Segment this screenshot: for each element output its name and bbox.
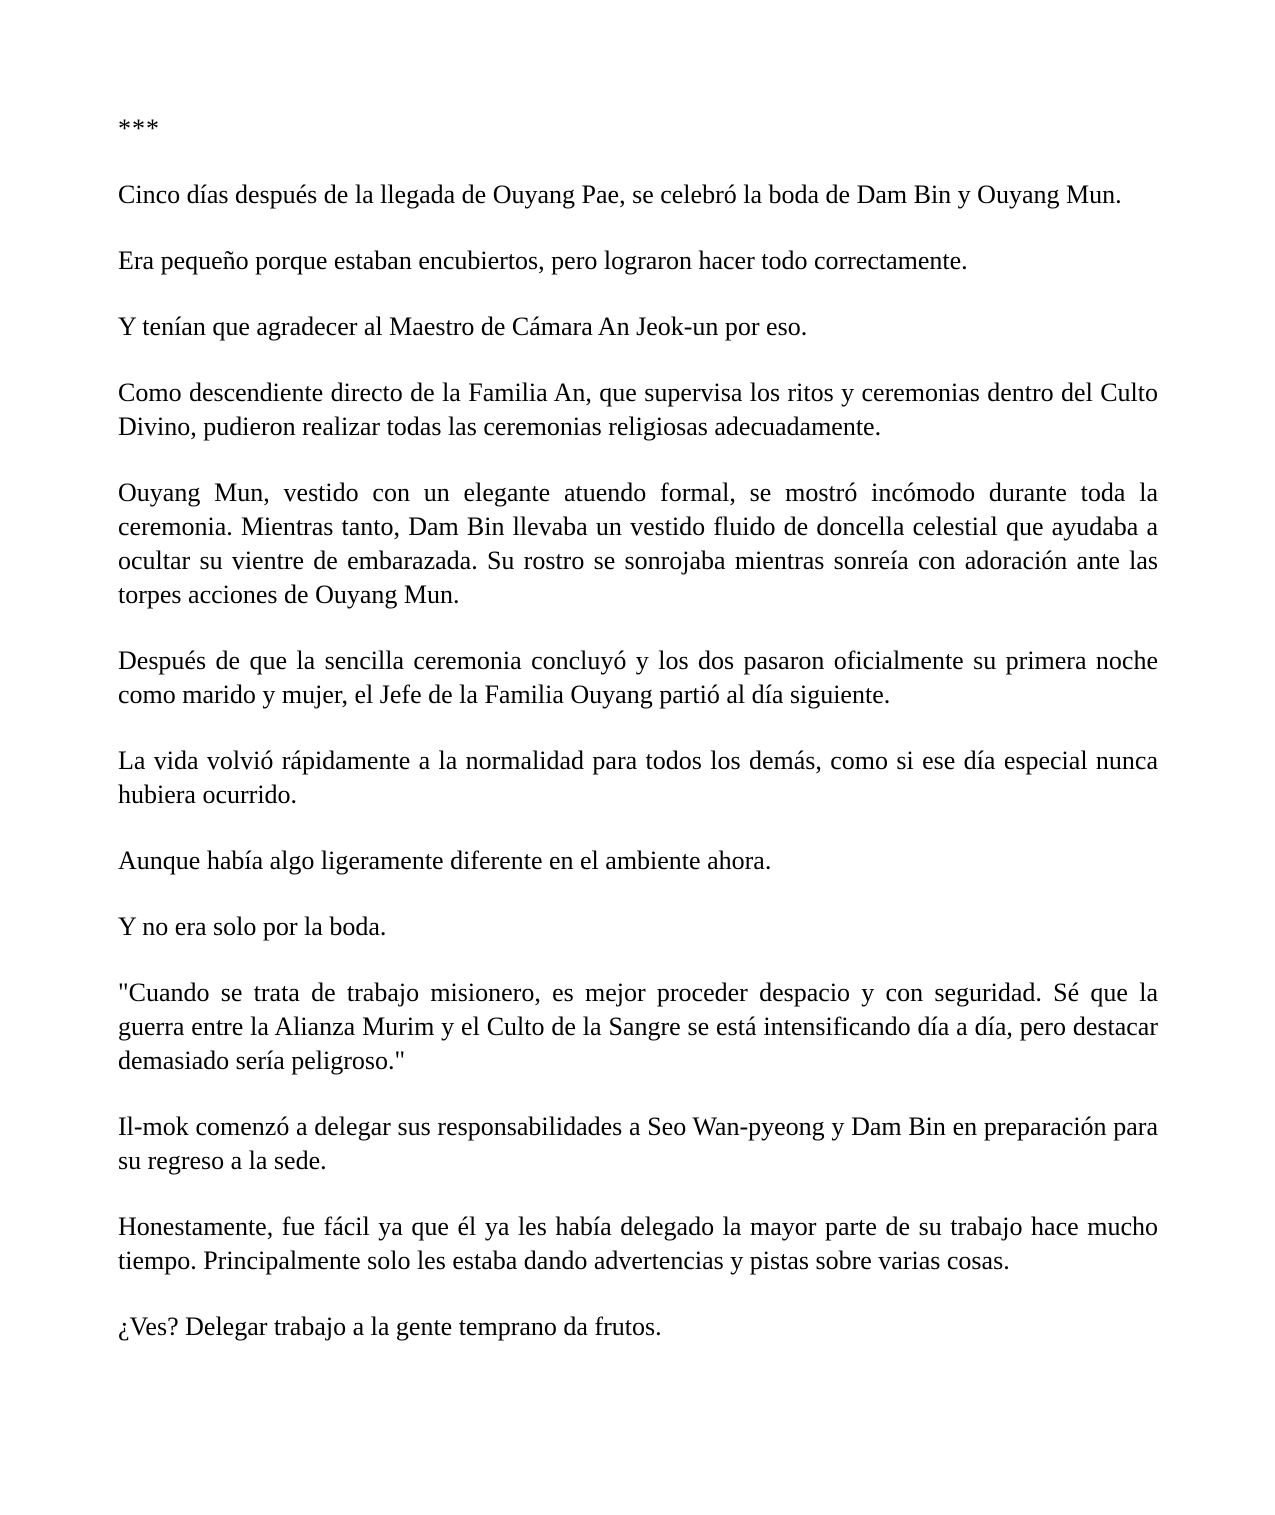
paragraph: Il-mok comenzó a delegar sus responsabilidades a Seo Wan-pyeong y Dam Bin en preparación para su regreso a la sede.	[118, 1112, 1158, 1175]
paragraph: Era pequeño porque estaban encubiertos, pero lograron hacer todo correctamente.	[118, 246, 968, 275]
paragraph: "Cuando se trata de trabajo misionero, es mejor proceder despacio y con seguridad. Sé que la guerra entre la Alianza Murim y el Culto de la Sangre se está intensificando día a día, pero destacar demasiado sería peligroso."	[118, 978, 1158, 1075]
paragraph: Y no era solo por la boda.	[118, 912, 387, 941]
paragraph: ¿Ves? Delegar trabajo a la gente temprano da frutos.	[118, 1312, 662, 1341]
section-separator: ***	[118, 114, 160, 143]
paragraph: Y tenían que agradecer al Maestro de Cámara An Jeok-un por eso.	[118, 312, 808, 341]
document-page	[118, 112, 1158, 1376]
paragraph: La vida volvió rápidamente a la normalidad para todos los demás, como si ese día especial nunca hubiera ocurrido.	[118, 746, 1158, 809]
paragraph: Como descendiente directo de la Familia An, que supervisa los ritos y ceremonias dentro del Culto Divino, pudieron realizar todas las ceremonias religiosas adecuadamente.	[118, 378, 1158, 441]
paragraph: Ouyang Mun, vestido con un elegante atuendo formal, se mostró incómodo durante toda la ceremonia. Mientras tanto, Dam Bin llevaba un vestido fluido de doncella celestial que ayudaba a ocultar su vientre de embarazada. Su rostro se sonrojaba mientras sonreía con adoración ante las torpes acciones de Ouyang Mun.	[118, 478, 1158, 609]
paragraph: Después de que la sencilla ceremonia concluyó y los dos pasaron oficialmente su primera noche como marido y mujer, el Jefe de la Familia Ouyang partió al día siguiente.	[118, 646, 1158, 709]
paragraph: Honestamente, fue fácil ya que él ya les había delegado la mayor parte de su trabajo hace mucho tiempo. Principalmente solo les estaba dando advertencias y pistas sobre varias cosas.	[118, 1212, 1158, 1275]
paragraph: Aunque había algo ligeramente diferente en el ambiente ahora.	[118, 846, 772, 875]
paragraph: Cinco días después de la llegada de Ouyang Pae, se celebró la boda de Dam Bin y Ouyang Mun.	[118, 180, 1122, 209]
